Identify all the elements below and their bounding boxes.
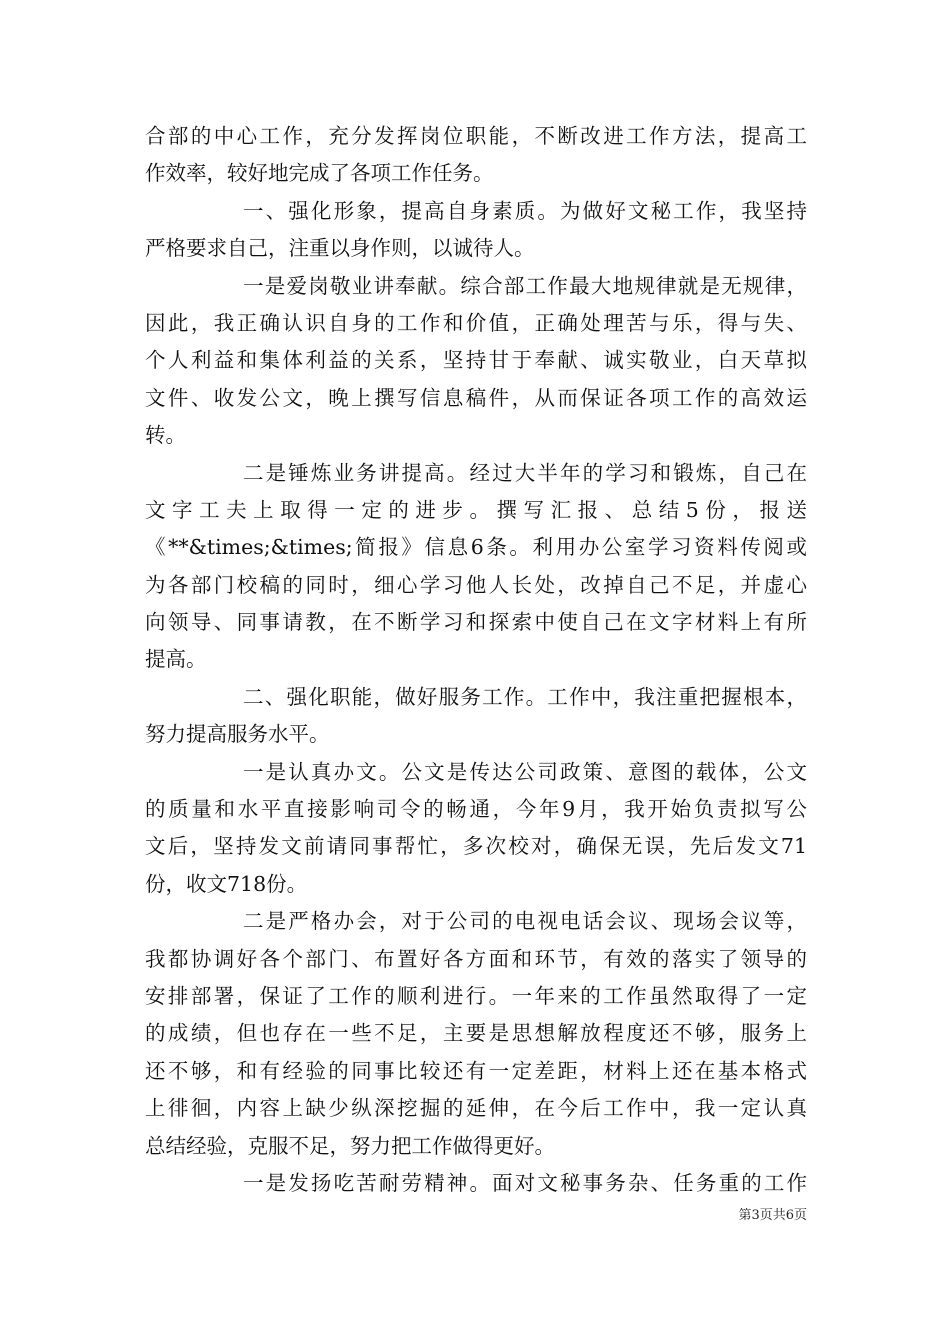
text-line: 一是爱岗敬业讲奉献。综合部工作最大地规律就是无规律， <box>243 273 807 298</box>
text-line: 一是认真办文。公文是传达公司政策、意图的载体，公文 <box>243 759 807 784</box>
text-line: 为各部门校稿的同时，细心学习他人长处，改掉自己不足，并虚心 <box>145 572 807 597</box>
text-line: 上徘徊，内容上缺少纵深挖掘的延伸，在今后工作中，我一定认真 <box>145 1096 807 1121</box>
text-line: 二、强化职能，做好服务工作。工作中，我注重把握根本， <box>243 684 807 709</box>
text-line: 努力提高服务水平。 <box>145 722 330 747</box>
text-line: 的成绩，但也存在一些不足，主要是思想解放程度还不够，服务上 <box>145 1021 807 1046</box>
text-line: 二是锤炼业务讲提高。经过大半年的学习和锻炼，自己在 <box>243 460 807 485</box>
text-line: 总结经验，克服不足，努力把工作做得更好。 <box>145 1133 555 1158</box>
text-line: 一是发扬吃苦耐劳精神。面对文秘事务杂、任务重的工作 <box>243 1170 807 1195</box>
text-line: 文后，坚持发文前请同事帮忙，多次校对，确保无误，先后发文71 <box>145 834 807 859</box>
text-line: 还不够，和有经验的同事比较还有一定差距，材料上还在基本格式 <box>145 1058 807 1083</box>
text-line: 的质量和水平直接影响司令的畅通，今年9月，我开始负责拟写公 <box>145 797 807 822</box>
text-line: 二是严格办会，对于公司的电视电话会议、现场会议等， <box>243 909 807 934</box>
text-line: 转。 <box>145 423 186 448</box>
text-line: 《**&times;&times;简报》信息6条。利用办公室学习资料传阅或 <box>145 535 807 560</box>
document-body <box>145 118 807 1202</box>
text-line: 一、强化形象，提高自身素质。为做好文秘工作，我坚持 <box>243 198 807 223</box>
text-line: 向领导、同事请教，在不断学习和探索中使自己在文字材料上有所 <box>145 610 807 635</box>
text-line: 合部的中心工作，充分发挥岗位职能，不断改进工作方法，提高工 <box>145 124 807 148</box>
text-line: 份，收文718份。 <box>145 871 308 896</box>
text-line: 提高。 <box>145 647 207 672</box>
text-line: 严格要求自己，注重以身作则，以诚待人。 <box>145 236 535 261</box>
text-line: 因此，我正确认识自身的工作和价值，正确处理苦与乐，得与失、 <box>145 310 807 335</box>
page-number: 第3页共6页 <box>738 1208 807 1223</box>
text-line: 安排部署，保证了工作的顺利进行。一年来的工作虽然取得了一定 <box>145 983 807 1008</box>
text-line: 文件、收发公文，晚上撰写信息稿件，从而保证各项工作的高效运 <box>145 385 807 410</box>
text-line: 我都协调好各个部门、布置好各方面和环节，有效的落实了领导的 <box>145 946 807 971</box>
text-line: 作效率，较好地完成了各项工作任务。 <box>145 161 494 186</box>
text-line: 文字工夫上取得一定的进步。撰写汇报、总结5份，报送 <box>145 497 807 522</box>
text-line: 个人利益和集体利益的关系，坚持甘于奉献、诚实敬业，白天草拟 <box>145 348 807 373</box>
